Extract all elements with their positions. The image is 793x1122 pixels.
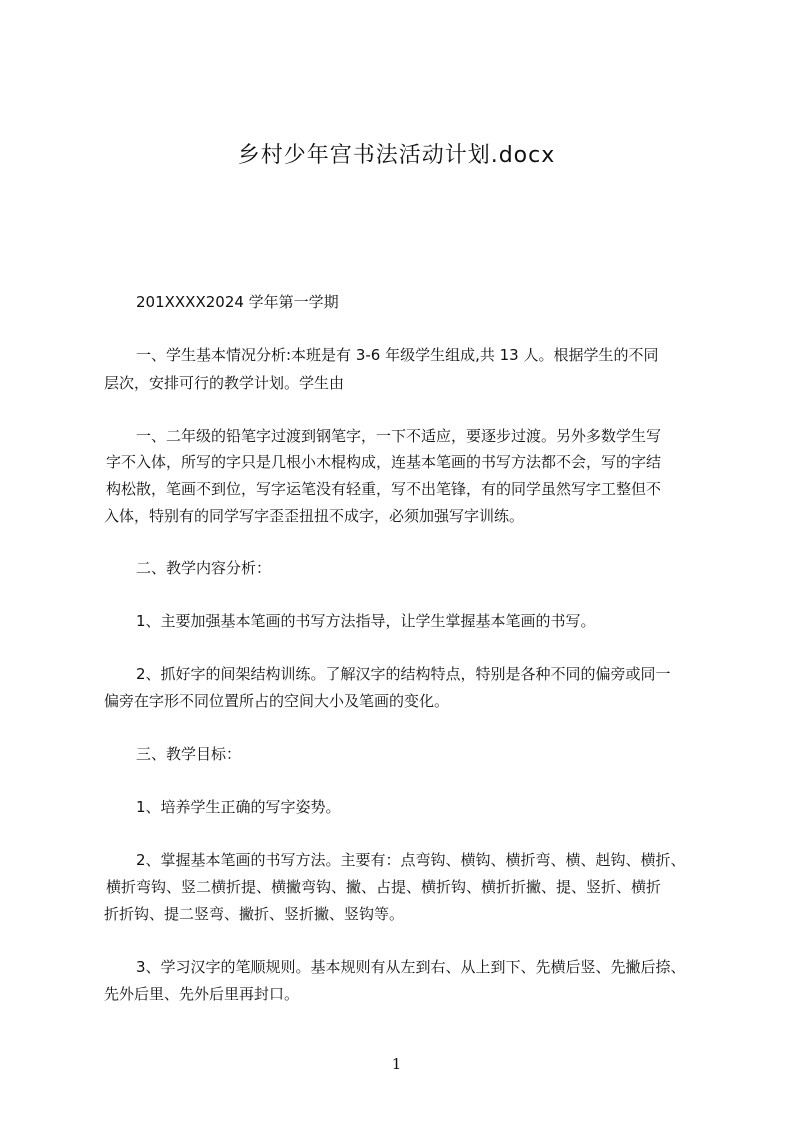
paragraph-line: 折折钩、提二竖弯、撇折、竖折撇、竖钩等。 xyxy=(104,905,405,923)
paragraph-line: 横折弯钩、竖二横折提、横撇弯钩、撇、占提、横折钩、横折折撇、提、竖折、横折 xyxy=(106,878,662,896)
section-heading: 三、教学目标： xyxy=(136,745,242,763)
paragraph-line: 1、主要加强基本笔画的书写方法指导，让学生掌握基本笔画的书写。 xyxy=(136,612,596,630)
paragraph-line: 一、学生基本情况分析:本班是有 3-6 年级学生组成,共 13 人。根据学生的不同 xyxy=(136,346,659,364)
paragraph-line: 2、掌握基本笔画的书写方法。主要有：点弯钩、横钩、横折弯、横、赳钩、横折、 xyxy=(136,851,686,869)
paragraph-line: 入体，特别有的同学写字歪歪扭扭不成字，必须加强写字训练。 xyxy=(104,507,525,525)
page-number: 1 xyxy=(391,1055,402,1073)
document-title: 乡村少年宫书法活动计划.docx xyxy=(237,143,556,168)
paragraph-line: 层次，安排可行的教学计划。学生由 xyxy=(104,374,345,392)
paragraph-line: 3、学习汉字的笔顺规则。基本规则有从左到右、从上到下、先横后竖、先撇后捺、 xyxy=(136,958,686,976)
paragraph-line: 先外后里、先外后里再封口。 xyxy=(104,985,300,1003)
paragraph-line: 字不入体，所写的字只是几根小木棍构成，连基本笔画的书写方法都不会，写的字结 xyxy=(106,453,662,471)
paragraph-line: 构松散，笔画不到位，写字运笔没有轻重，写不出笔锋，有的同学虽然写字工整但不 xyxy=(106,480,662,498)
paragraph-line: 偏旁在字形不同位置所占的空间大小及笔画的变化。 xyxy=(104,692,450,710)
semester-line: 201XXXX2024 学年第一学期 xyxy=(136,293,339,311)
paragraph-line: 一、二年级的铅笔字过渡到钢笔字，一下不适应，要逐步过渡。另外多数学生写 xyxy=(136,427,662,445)
paragraph-line: 2、抓好字的间架结构训练。了解汉字的结构特点，特别是各种不同的偏旁或同一 xyxy=(136,665,671,683)
paragraph-line: 1、培养学生正确的写字姿势。 xyxy=(136,798,341,816)
section-heading: 二、教学内容分析： xyxy=(136,559,272,577)
